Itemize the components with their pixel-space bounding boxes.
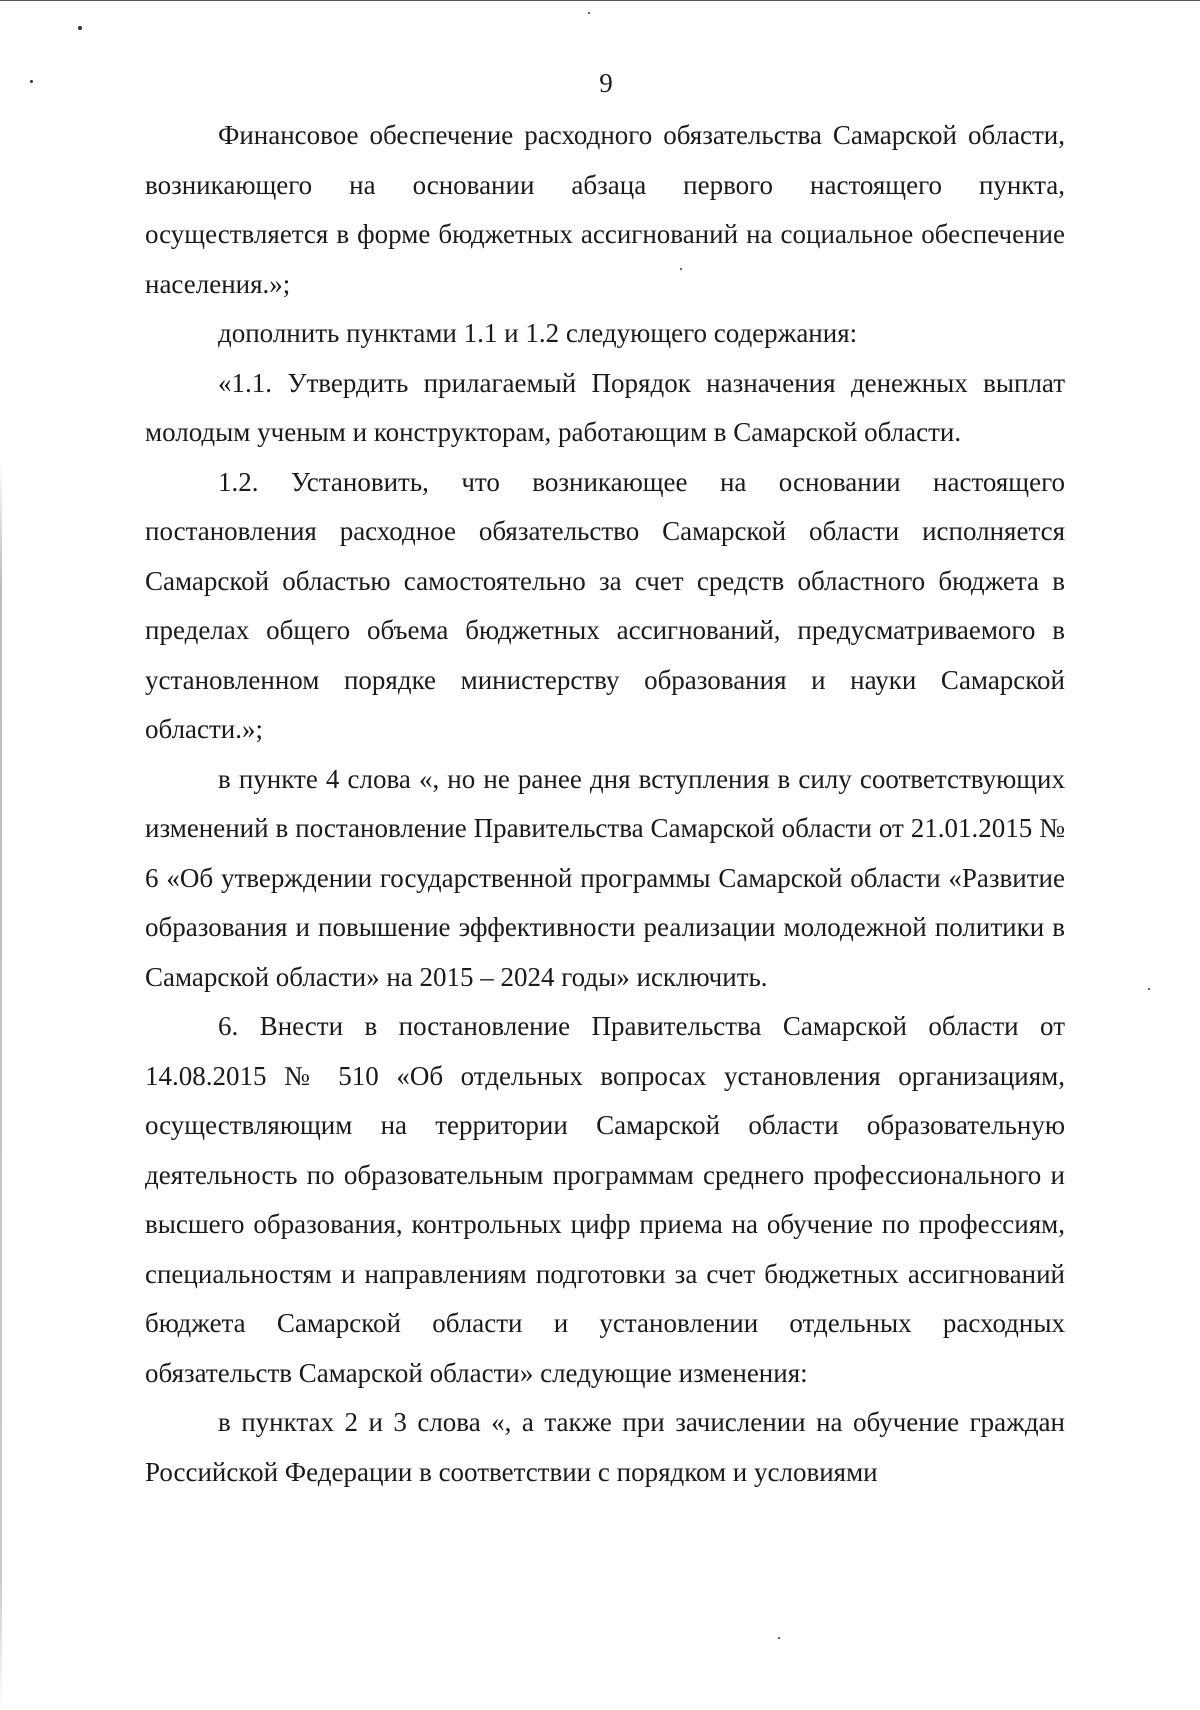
paragraph-item-6: 6. Внести в постановление Правительства Самарской области от 14.08.2015 № 510 «Об отдельных вопросах установления организациям, осуществляющим на территории Самарской области образовательную деятельность по образовательным программам среднего профессионального и высшего образования, контрольных цифр приема на обучение по профессиям, специальностям и направлениям подготовки за счет бюджетных ассигнований бюджета Самарской области и установлении отдельных расходных обязательств Самарской области» следующие изменения: [145, 1011, 1065, 1388]
paragraph-point-1-2: 1.2. Установить, что возникающее на основании настоящего постановления расходное обязательство Самарской области исполняется Самарской областью самостоятельно за счет средств областного бюджета в пределах общего объема бюджетных ассигнований, предусматриваемого в установленном порядке министерству образования и науки Самарской области.»; [145, 466, 1065, 744]
scan-top-border [0, 0, 1200, 1]
document-body [145, 111, 1065, 1497]
paragraph-add-points: дополнить пунктами 1.1 и 1.2 следующего содержания: [218, 318, 858, 348]
paragraph-point-4: в пункте 4 слова «, но не ранее дня вступления в силу соответствующих изменений в постановление Правительства Самарской области от 21.01.2015 № 6 «Об утверждении государственной программы Самарской области «Развитие образования и повышение эффективности реализации молодежной политики в Самарской области» на 2015 – 2024 годы» исключить. [145, 763, 1065, 992]
page-number: 9 [599, 68, 613, 98]
paragraph-point-1-1: «1.1. Утвердить прилагаемый Порядок назначения денежных выплат молодым ученым и конструкторам, работающим в Самарской области. [145, 367, 1065, 447]
scan-speck [588, 12, 590, 14]
scan-speck [78, 26, 82, 30]
paragraph-financing: Финансовое обеспечение расходного обязательства Самарской области, возникающего на основании абзаца первого настоящего пункта, осуществляется в форме бюджетных ассигнований на социальное обеспечение населения.»; [145, 120, 1065, 299]
scan-left-edge [0, 460, 2, 1710]
paragraph-points-2-3: в пунктах 2 и 3 слова «, а также при зачислении на обучение граждан Российской Федерации в соответствии с порядком и условиями [145, 1407, 1065, 1487]
scan-speck [778, 1637, 780, 1639]
scan-speck [1148, 988, 1150, 990]
